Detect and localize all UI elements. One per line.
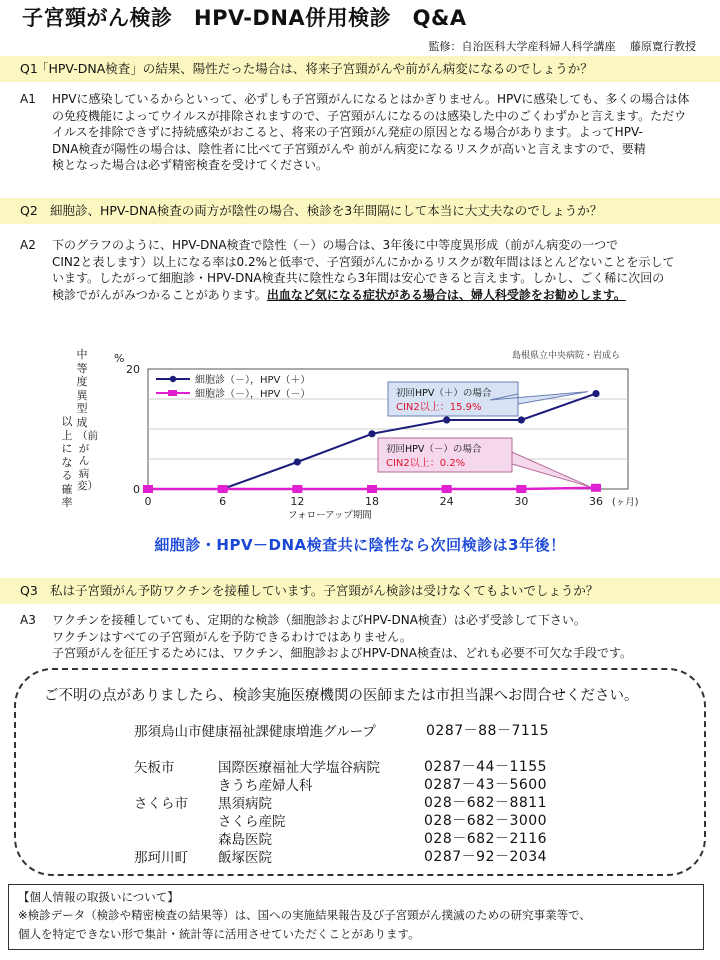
x-unit-label: (ヶ月) xyxy=(612,497,639,508)
x-tick-label: 24 xyxy=(439,495,454,508)
page-title: 子宮頸がん検診 HPV-DNA併用検診 Q&A xyxy=(22,6,467,30)
y-unit-label: % xyxy=(114,352,125,365)
data-point xyxy=(443,416,450,423)
clinic-phone: 0287－44－1155 xyxy=(424,759,548,775)
x-tick-label: 0 xyxy=(144,495,152,508)
followup-line-chart xyxy=(0,340,720,530)
a2-line: います。したがって細胞診・HPV-DNA検査共に陰性なら3年間は安心できると言えます。しかし、ごく稀に次回の xyxy=(52,271,665,285)
city-yaita: 矢板市 xyxy=(134,760,175,776)
y-tick-label: 20 xyxy=(126,363,140,376)
privacy-heading: 【個人情報の取扱いについて】 xyxy=(18,890,179,904)
data-point xyxy=(591,484,601,492)
clinic-name: きうち産婦人科 xyxy=(218,778,313,794)
clinic-name: 森島医院 xyxy=(218,832,272,848)
contact-main-name: 那須烏山市健康福祉課健康増進グループ xyxy=(134,724,376,740)
q1-label: Q1 xyxy=(20,61,38,76)
a1-label: A1 xyxy=(20,92,36,106)
a1-answer xyxy=(52,91,702,174)
data-point xyxy=(592,390,599,397)
chart-ylabel-text: 中等度異型成 xyxy=(76,348,88,429)
a3-line: 子宮頸がんを征圧するためには、ワクチン、細胞診およびHPV-DNA検査は、どれも必要不可欠な手段です。 xyxy=(52,646,633,660)
x-tick-label: 6 xyxy=(219,495,227,508)
data-point xyxy=(294,458,301,465)
data-point xyxy=(218,485,228,493)
a1-line: の免疫機能によってウイルスが排除されますので、子宮頸がんになるのは感染した中のごくわずかと言えます。ただウ xyxy=(52,108,687,123)
city-sakura: さくら市 xyxy=(134,796,188,812)
a3-line: ワクチンはすべての子宮頸がんを予防できるわけではありません。 xyxy=(52,629,412,644)
clinic-name: 国際医療福祉大学塩谷病院 xyxy=(218,760,380,776)
clinic-name: 飯塚医院 xyxy=(218,850,272,866)
legend-label: 細胞診（－），HPV（＋） xyxy=(195,375,311,386)
chart-ylabel-paren: （前がん病変） xyxy=(77,430,98,492)
legend-marker xyxy=(168,390,177,396)
a2-emphasis: 出血など気になる症状がある場合は、婦人科受診をお勧めします。 xyxy=(266,287,626,302)
a3-label: A3 xyxy=(20,613,36,627)
a1-line: HPVに感染しているからといって、必ずしも子宮頸がんになるとはかぎりません。HPVに感染しても、多くの場合は体 xyxy=(52,92,690,106)
a1-line: DNA検査が陽性の場合は、陰性者に比べて子宮頸がんや 前がん病変になるリスクが高いと言えますので、要精 xyxy=(52,141,646,156)
callout-text-negative: 初回HPV（－）の場合 xyxy=(386,444,482,455)
clinic-phone: 028－682－2116 xyxy=(424,831,548,847)
a2-line: 下のグラフのように、HPV-DNA検査で陰性（－）の場合は、3年後に中等度異形成（前がん病変の一つで xyxy=(52,238,619,252)
data-point xyxy=(367,485,377,493)
x-tick-label: 36 xyxy=(589,495,603,508)
callout-value-positive: CIN2以上：15.9% xyxy=(396,402,482,413)
supervisor-credit: 監修：自治医科大学産科婦人科学講座 藤原寛行教授 xyxy=(428,40,696,53)
q1-bar xyxy=(0,56,720,82)
clinic-phone: 028－682－3000 xyxy=(424,813,548,829)
clinic-phone: 028－682－8811 xyxy=(424,795,548,811)
contact-main-phone: 0287－88－7115 xyxy=(426,723,550,739)
legend-label: 細胞診（－），HPV（－） xyxy=(195,389,311,400)
privacy-line: 個人を特定できない形で集計・統計等に活用させていただくことがあります。 xyxy=(18,927,420,941)
a3-answer xyxy=(52,612,702,662)
data-point xyxy=(143,485,153,493)
a2-answer xyxy=(52,237,702,303)
data-point xyxy=(442,485,452,493)
legend-marker xyxy=(170,376,176,382)
x-tick-label: 18 xyxy=(365,495,379,508)
clinic-phone: 0287－92－2034 xyxy=(424,849,548,865)
city-nakagawa: 那珂川町 xyxy=(134,850,188,866)
y-tick-label: 0 xyxy=(133,483,140,496)
callout-value-negative: CIN2以上：0.2% xyxy=(386,458,466,469)
q2-label: Q2 xyxy=(20,203,38,218)
a1-line: 検となった場合は必ず精密検査を受けてください。 xyxy=(52,158,329,172)
clinic-phone: 0287－43－5600 xyxy=(424,777,548,793)
q3-label: Q3 xyxy=(20,583,38,598)
q2-bar xyxy=(0,198,720,224)
chart-caption: 細胞診・HPV－DNA検査共に陰性なら次回検診は3年後！ xyxy=(154,536,566,554)
data-point xyxy=(516,485,526,493)
x-tick-label: 12 xyxy=(290,495,305,508)
chart-source: 島根県立中央病院・岩成ら xyxy=(511,351,620,361)
clinic-name: さくら産院 xyxy=(218,814,286,830)
x-tick-label: 30 xyxy=(514,495,529,508)
a2-last-plain: 検診でがんがみつかることがあります。 xyxy=(52,287,267,302)
chart-ylabel-second: 以上になる確率 xyxy=(61,415,73,509)
contact-intro: ご不明の点がありましたら、検診実施医療機関の医師または市担当課へお問合せください。 xyxy=(44,688,639,704)
callout-text-positive: 初回HPV（＋）の場合 xyxy=(396,388,492,399)
q2-question: 細胞診、HPV-DNA検査の両方が陰性の場合、検診を3年間隔にして本当に大丈夫なのでしょうか？ xyxy=(50,203,603,218)
privacy-line: ※検診データ（検診や精密検査の結果等）は、国への実施結果報告及び子宮頸がん撲滅のための研究事業等で、 xyxy=(18,908,591,922)
q3-question: 私は子宮頸がん予防ワクチンを接種しています。子宮頸がん検診は受けなくてもよいでしょうか？ xyxy=(50,583,599,598)
data-point xyxy=(292,485,302,493)
a3-line: ワクチンを接種していても、定期的な検診（細胞診およびHPV-DNA検査）は必ず受診して下さい。 xyxy=(52,613,586,627)
a1-line: イルスを排除できずに持続感染がおこると、将来の子宮頸がん発症の原因となる場合があります。よってHPV- xyxy=(52,125,643,139)
q3-bar xyxy=(0,578,720,604)
x-axis-label: フォローアップ期間 xyxy=(288,510,372,521)
a2-line xyxy=(52,287,702,304)
clinic-name: 黒須病院 xyxy=(218,796,272,812)
data-point xyxy=(518,416,525,423)
a2-line: CIN2と表します）以上になる率は0.2%と低率で、子宮頸がんにかかるリスクが数年間はほとんどないことを示して xyxy=(52,254,675,269)
data-point xyxy=(368,430,375,437)
q1-question: 「HPV-DNA検査」の結果、陽性だった場合は、将来子宮頸がんや前がん病変になるのでしょうか？ xyxy=(36,61,593,76)
a2-label: A2 xyxy=(20,238,36,252)
